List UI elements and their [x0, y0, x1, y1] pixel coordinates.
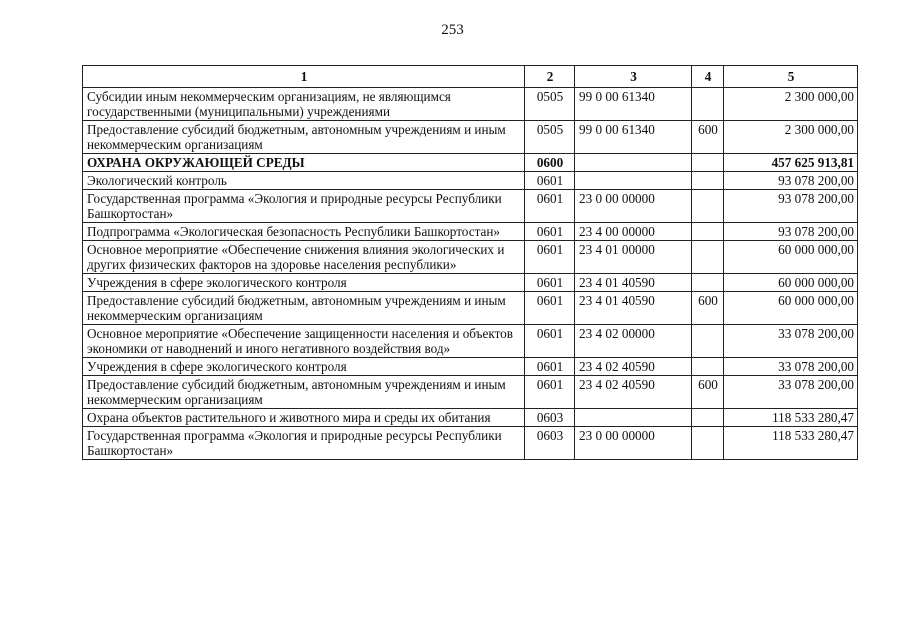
row-target-cell: [575, 409, 692, 427]
row-type-cell: [692, 274, 724, 292]
row-target-cell: 23 4 02 40590: [575, 376, 692, 409]
table-row: [83, 241, 858, 274]
row-section-cell: 0601: [525, 325, 575, 358]
row-section-cell: 0505: [525, 88, 575, 121]
row-name-cell: Предоставление субсидий бюджетным, автономным учреждениям и иным некоммерческим организациям: [83, 376, 525, 409]
row-amount-cell: 457 625 913,81: [724, 154, 858, 172]
row-name-cell: Субсидии иным некоммерческим организациям, не являющимся государственными (муниципальными) учреждениями: [83, 88, 525, 121]
page-number: 253: [441, 22, 464, 38]
row-name-cell: Предоставление субсидий бюджетным, автономным учреждениям и иным некоммерческим организациям: [83, 121, 525, 154]
row-target-cell: 23 4 02 40590: [575, 358, 692, 376]
table-row: [83, 358, 858, 376]
row-name-cell: Подпрограмма «Экологическая безопасность Республики Башкортостан»: [83, 223, 525, 241]
table-row: [83, 409, 858, 427]
row-type-cell: 600: [692, 121, 724, 154]
table-row: [83, 376, 858, 409]
row-name-cell: Учреждения в сфере экологического контроля: [83, 274, 525, 292]
row-amount-cell: 2 300 000,00: [724, 88, 858, 121]
row-section-cell: 0601: [525, 274, 575, 292]
header-col-4: 4: [692, 66, 724, 88]
header-col-1: 1: [83, 66, 525, 88]
row-amount-cell: 60 000 000,00: [724, 241, 858, 274]
table-row: [83, 172, 858, 190]
row-amount-cell: 2 300 000,00: [724, 121, 858, 154]
header-row: [83, 66, 858, 88]
table-row: [83, 223, 858, 241]
row-type-cell: 600: [692, 376, 724, 409]
row-amount-cell: 118 533 280,47: [724, 427, 858, 460]
row-type-cell: [692, 172, 724, 190]
row-type-cell: [692, 190, 724, 223]
row-type-cell: [692, 223, 724, 241]
row-amount-cell: 33 078 200,00: [724, 358, 858, 376]
row-name-cell: Учреждения в сфере экологического контроля: [83, 358, 525, 376]
row-type-cell: 600: [692, 292, 724, 325]
row-section-cell: 0601: [525, 190, 575, 223]
row-target-cell: 99 0 00 61340: [575, 121, 692, 154]
row-target-cell: 23 4 00 00000: [575, 223, 692, 241]
row-target-cell: 23 4 01 00000: [575, 241, 692, 274]
table-row: [83, 325, 858, 358]
row-section-cell: 0601: [525, 292, 575, 325]
row-name-cell: Государственная программа «Экология и природные ресурсы Республики Башкортостан»: [83, 427, 525, 460]
row-amount-cell: 60 000 000,00: [724, 274, 858, 292]
row-type-cell: [692, 325, 724, 358]
row-type-cell: [692, 241, 724, 274]
row-section-cell: 0601: [525, 241, 575, 274]
table-row: [83, 292, 858, 325]
row-target-cell: 23 4 02 00000: [575, 325, 692, 358]
table-row: [83, 154, 858, 172]
table-header: [83, 66, 858, 88]
row-type-cell: [692, 154, 724, 172]
budget-table: [82, 65, 858, 460]
row-amount-cell: 93 078 200,00: [724, 190, 858, 223]
row-type-cell: [692, 427, 724, 460]
row-target-cell: [575, 154, 692, 172]
row-name-cell: Охрана объектов растительного и животного мира и среды их обитания: [83, 409, 525, 427]
row-section-cell: 0603: [525, 427, 575, 460]
row-type-cell: [692, 358, 724, 376]
row-name-cell: ОХРАНА ОКРУЖАЮЩЕЙ СРЕДЫ: [83, 154, 525, 172]
row-section-cell: 0603: [525, 409, 575, 427]
row-name-cell: Предоставление субсидий бюджетным, автономным учреждениям и иным некоммерческим организациям: [83, 292, 525, 325]
row-target-cell: 99 0 00 61340: [575, 88, 692, 121]
row-name-cell: Экологический контроль: [83, 172, 525, 190]
row-target-cell: 23 0 00 00000: [575, 427, 692, 460]
table-row: [83, 427, 858, 460]
row-amount-cell: 93 078 200,00: [724, 223, 858, 241]
table-row: [83, 121, 858, 154]
header-col-2: 2: [525, 66, 575, 88]
header-col-5: 5: [724, 66, 858, 88]
row-amount-cell: 33 078 200,00: [724, 325, 858, 358]
row-target-cell: [575, 172, 692, 190]
row-section-cell: 0505: [525, 121, 575, 154]
row-target-cell: 23 4 01 40590: [575, 274, 692, 292]
row-section-cell: 0601: [525, 223, 575, 241]
header-col-3: 3: [575, 66, 692, 88]
row-amount-cell: 93 078 200,00: [724, 172, 858, 190]
row-amount-cell: 60 000 000,00: [724, 292, 858, 325]
table-row: [83, 190, 858, 223]
row-section-cell: 0601: [525, 172, 575, 190]
row-section-cell: 0601: [525, 376, 575, 409]
row-type-cell: [692, 88, 724, 121]
row-amount-cell: 33 078 200,00: [724, 376, 858, 409]
table-row: [83, 88, 858, 121]
row-type-cell: [692, 409, 724, 427]
row-name-cell: Основное мероприятие «Обеспечение снижения влияния экологических и других физических факторов на здоровье населения республики»: [83, 241, 525, 274]
row-name-cell: Основное мероприятие «Обеспечение защищенности населения и объектов экономики от наводнений и иного негативного воздействия вод»: [83, 325, 525, 358]
table-row: [83, 274, 858, 292]
row-target-cell: 23 4 01 40590: [575, 292, 692, 325]
row-section-cell: 0601: [525, 358, 575, 376]
row-name-cell: Государственная программа «Экология и природные ресурсы Республики Башкортостан»: [83, 190, 525, 223]
row-amount-cell: 118 533 280,47: [724, 409, 858, 427]
row-target-cell: 23 0 00 00000: [575, 190, 692, 223]
table-body: [83, 88, 858, 460]
row-section-cell: 0600: [525, 154, 575, 172]
